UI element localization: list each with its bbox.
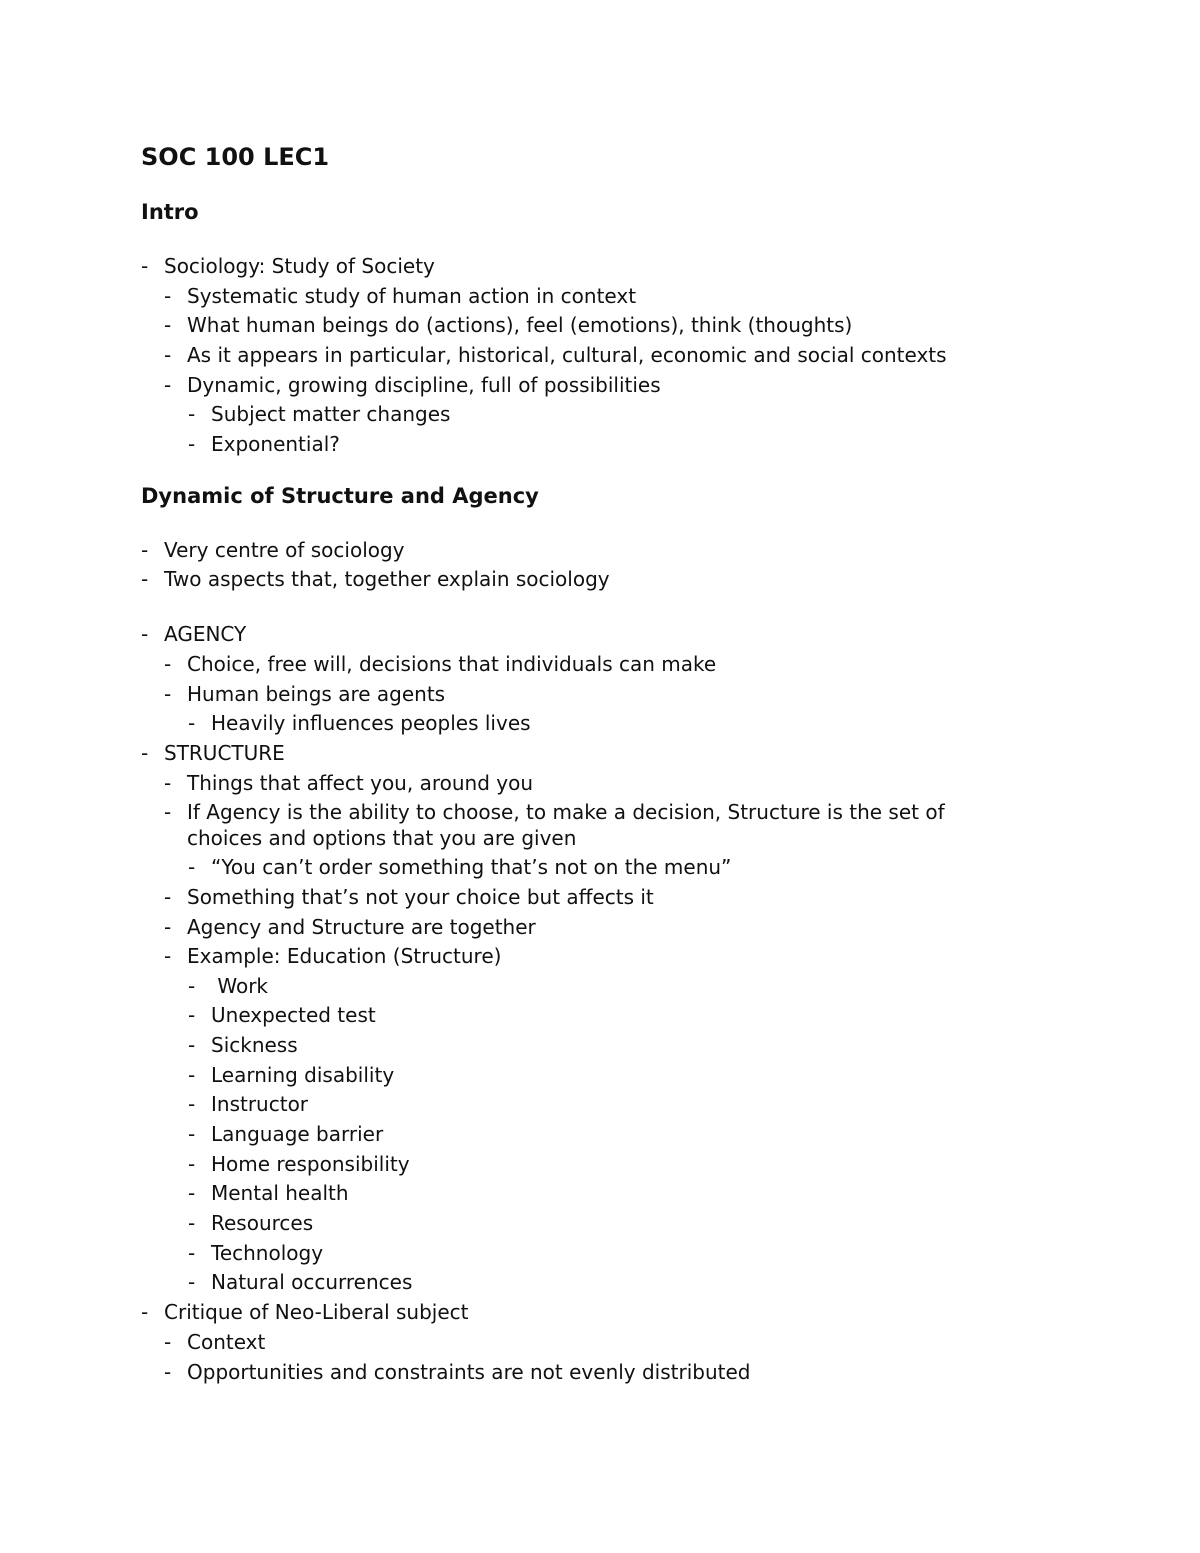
- list-item-text: Sickness: [211, 1033, 298, 1057]
- list-item-text: AGENCY: [164, 622, 247, 646]
- list-item-text: Heavily influences peoples lives: [211, 711, 531, 735]
- list-item-text: Subject matter changes: [211, 402, 451, 426]
- list-item-text: If Agency is the ability to choose, to make a decision, Structure is the set of: [187, 800, 945, 824]
- bullet-dash: -: [188, 432, 196, 456]
- list-item-text: Choice, free will, decisions that individuals can make: [187, 652, 717, 676]
- list-item-text: “You can’t order something that’s not on the menu”: [211, 855, 732, 879]
- bullet-dash: -: [141, 538, 149, 562]
- list-item-text: Exponential?: [211, 432, 340, 456]
- bullet-dash: -: [188, 1092, 196, 1116]
- bullet-dash: -: [164, 284, 172, 308]
- bullet-dash: -: [164, 885, 172, 909]
- bullet-dash: -: [164, 313, 172, 337]
- list-item-text: STRUCTURE: [164, 741, 285, 765]
- bullet-dash: -: [188, 1063, 196, 1087]
- list-item-text: Work: [211, 974, 269, 998]
- list-item-text: Opportunities and constraints are not evenly distributed: [187, 1360, 751, 1384]
- bullet-dash: -: [188, 974, 196, 998]
- bullet-dash: -: [164, 373, 172, 397]
- bullet-dash: -: [188, 1241, 196, 1265]
- bullet-dash: -: [188, 855, 196, 879]
- bullet-dash: -: [141, 741, 149, 765]
- bullet-dash: -: [188, 1181, 196, 1205]
- bullet-dash: -: [164, 800, 172, 824]
- bullet-dash: -: [164, 771, 172, 795]
- list-item-text: Context: [187, 1330, 266, 1354]
- section-heading-structure-agency: Dynamic of Structure and Agency: [141, 484, 539, 508]
- list-item-text: Resources: [211, 1211, 314, 1235]
- list-item-text: Natural occurrences: [211, 1270, 413, 1294]
- bullet-dash: -: [188, 402, 196, 426]
- list-item-text: Agency and Structure are together: [187, 915, 536, 939]
- bullet-dash: -: [141, 622, 149, 646]
- bullet-dash: -: [188, 1122, 196, 1146]
- bullet-dash: -: [164, 915, 172, 939]
- list-item-text: As it appears in particular, historical, cultural, economic and social contexts: [187, 343, 947, 367]
- list-item-text: Very centre of sociology: [164, 538, 405, 562]
- bullet-dash: -: [188, 711, 196, 735]
- list-item-text: Sociology: Study of Society: [164, 254, 435, 278]
- bullet-dash: -: [164, 1330, 172, 1354]
- list-item-text: Home responsibility: [211, 1152, 410, 1176]
- list-item-text: Language barrier: [211, 1122, 384, 1146]
- list-item-text: Instructor: [211, 1092, 309, 1116]
- list-item-text: Mental health: [211, 1181, 349, 1205]
- list-item-text: choices and options that you are given: [187, 826, 577, 850]
- list-item-text: Something that’s not your choice but affects it: [187, 885, 654, 909]
- bullet-dash: -: [188, 1211, 196, 1235]
- section-heading-intro: Intro: [141, 200, 199, 224]
- list-item-text: What human beings do (actions), feel (emotions), think (thoughts): [187, 313, 853, 337]
- bullet-dash: -: [188, 1003, 196, 1027]
- list-item-text: Dynamic, growing discipline, full of possibilities: [187, 373, 661, 397]
- list-item-text: Two aspects that, together explain sociology: [164, 567, 610, 591]
- bullet-dash: -: [141, 254, 149, 278]
- list-item-text: Systematic study of human action in context: [187, 284, 637, 308]
- list-item-text: Things that affect you, around you: [187, 771, 533, 795]
- bullet-dash: -: [141, 1300, 149, 1324]
- bullet-dash: -: [188, 1033, 196, 1057]
- list-item-text: Example: Education (Structure): [187, 944, 502, 968]
- bullet-dash: -: [188, 1270, 196, 1294]
- bullet-dash: -: [164, 343, 172, 367]
- bullet-dash: -: [164, 652, 172, 676]
- document-title: SOC 100 LEC1: [141, 143, 330, 171]
- bullet-dash: -: [164, 1360, 172, 1384]
- list-item-text: Learning disability: [211, 1063, 395, 1087]
- bullet-dash: -: [164, 682, 172, 706]
- list-item-text: Technology: [211, 1241, 324, 1265]
- list-item-text: Critique of Neo-Liberal subject: [164, 1300, 469, 1324]
- bullet-dash: -: [141, 567, 149, 591]
- bullet-dash: -: [164, 944, 172, 968]
- bullet-dash: -: [188, 1152, 196, 1176]
- list-item-text: Unexpected test: [211, 1003, 376, 1027]
- list-item-text: Human beings are agents: [187, 682, 446, 706]
